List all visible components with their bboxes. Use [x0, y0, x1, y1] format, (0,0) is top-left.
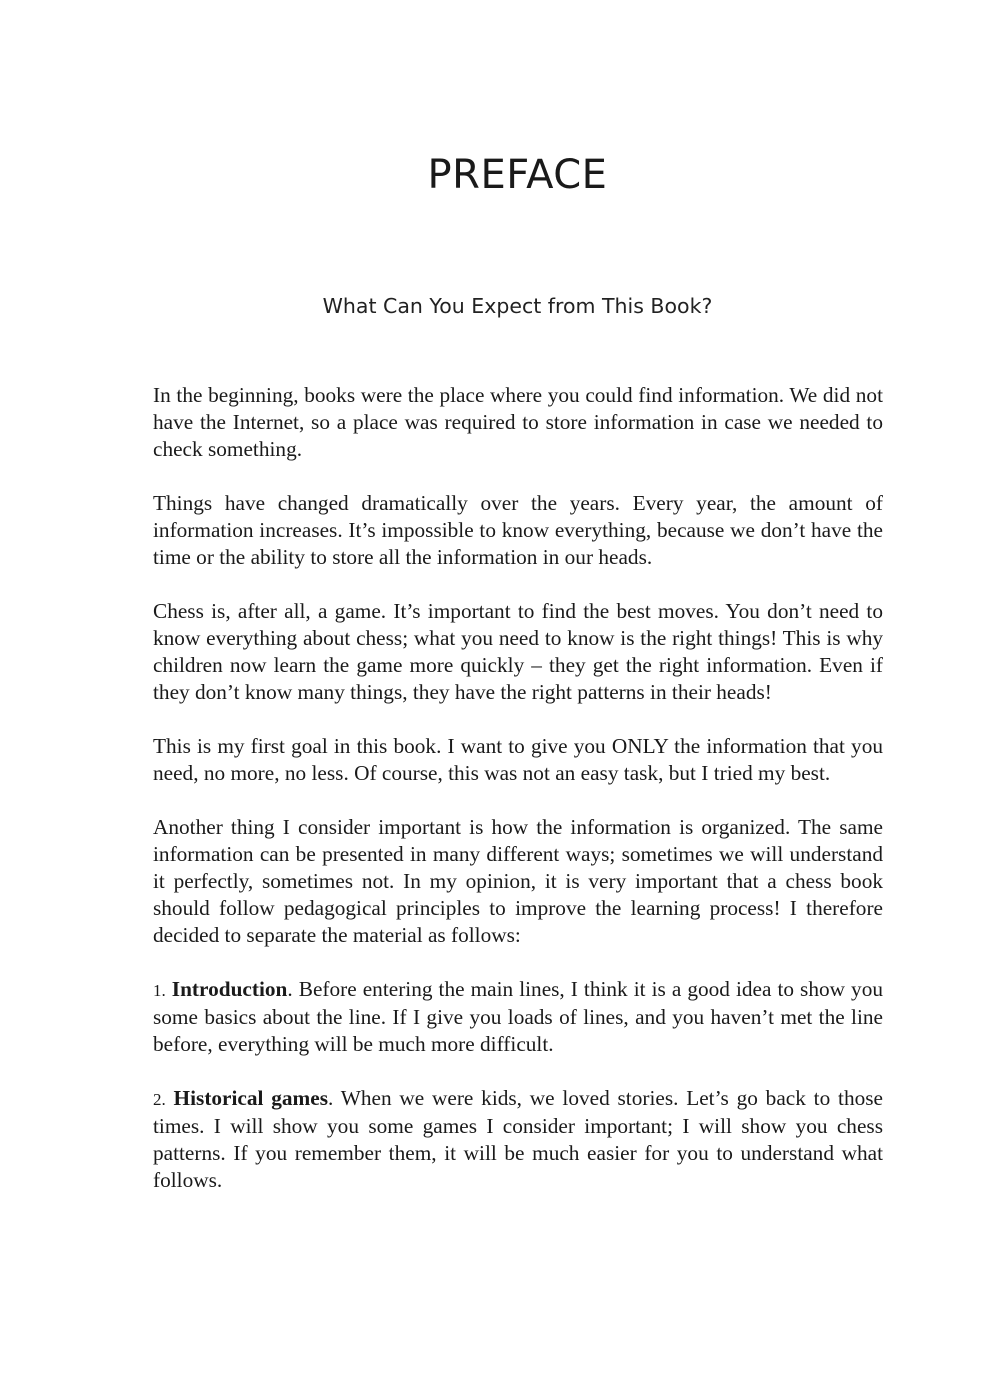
list-item-text: . Before entering the main lines, I think it is a good idea to show you some basics about the line. If I give you loads of lines, and you haven’t met the line before, everything will be much more difficult. — [153, 977, 883, 1056]
list-item — [153, 1085, 883, 1194]
chapter-title: PREFACE — [427, 152, 608, 198]
list-item — [153, 976, 883, 1058]
list-item-term: Historical games — [173, 1086, 329, 1110]
list-item-text: . When we were kids, we loved stories. Let’s go back to those times. I will show you some games I consider important; I will show you chess patterns. If you remember them, it will be much easier for you to understand what follows. — [153, 1086, 883, 1192]
paragraph: In the beginning, books were the place where you could find information. We did not have the Internet, so a place was required to store information in case we needed to check something. — [153, 383, 883, 461]
paragraph: This is my first goal in this book. I want to give you ONLY the information that you need, no more, no less. Of course, this was not an easy task, but I tried my best. — [153, 734, 883, 785]
paragraph: Chess is, after all, a game. It’s important to find the best moves. You don’t need to know everything about chess; what you need to know is the right things! This is why children now learn the game more quickly – they get the right information. Even if they don’t know many things, they have the right patterns in their heads! — [153, 599, 883, 704]
paragraph: Another thing I consider important is how the information is organized. The same information can be presented in many different ways; sometimes we will understand it perfectly, sometimes not. In my opinion, it is very important that a chess book should follow pedagogical principles to improve the learning process! I therefore decided to separate the material as follows: — [153, 815, 883, 947]
section-title: What Can You Expect from This Book? — [322, 294, 713, 318]
list-item-number: 1. — [153, 981, 166, 1000]
body-text — [153, 382, 883, 1221]
paragraph: Things have changed dramatically over the years. Every year, the amount of information increases. It’s impossible to know everything, because we don’t have the time or the ability to store all the information in our heads. — [153, 491, 883, 569]
list-item-number: 2. — [153, 1090, 166, 1109]
list-item-term: Introduction — [171, 977, 288, 1001]
